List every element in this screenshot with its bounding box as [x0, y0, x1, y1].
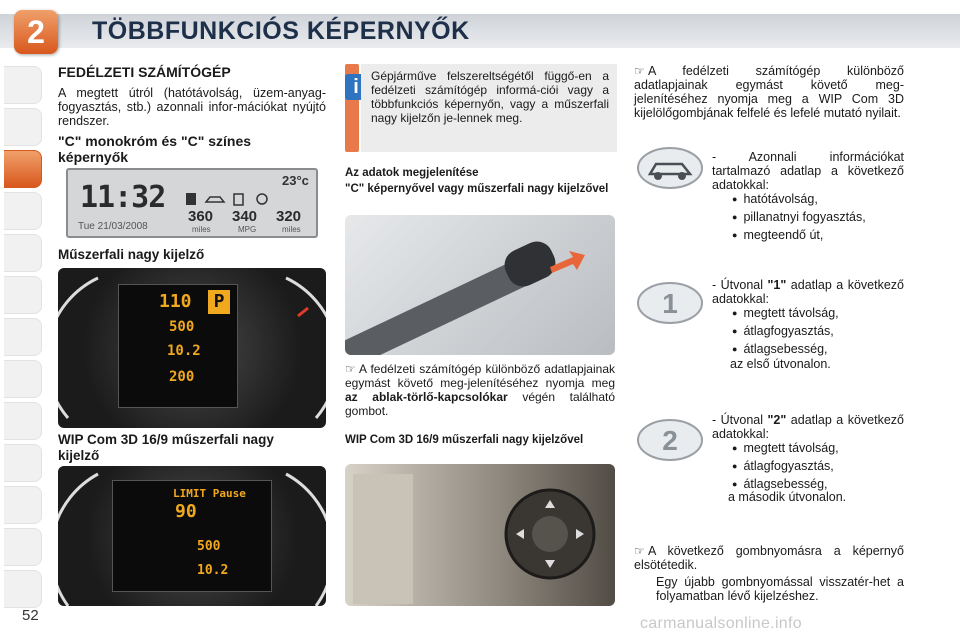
chapter-tab[interactable] — [4, 486, 42, 524]
screen-line-1: LIMIT Pause — [173, 487, 246, 500]
list-item: ● megteendő út, — [732, 226, 866, 244]
info-text: Gépjárműve felszereltségétől függő-en a fedélzeti számítógép informá-ciói vagy a többfunkciós képernyőn, vagy a műszerfali nagy kijelzőn je-lennek meg. — [361, 64, 617, 152]
chapter-tab[interactable] — [4, 192, 42, 230]
screen-off-instruction — [634, 544, 904, 572]
chapter-badge: 2 — [14, 10, 58, 54]
screen-line-2: 500 — [169, 319, 195, 335]
page-number: 52 — [22, 607, 39, 624]
page-title: TÖBBFUNKCIÓS KÉPERNYŐK — [92, 17, 470, 45]
instant-info-intro: - Azonnali információkat tartalmazó adatlap a következő adatokkal: — [712, 150, 904, 192]
display-unit-2: MPG — [238, 225, 257, 234]
trip-2-end: a második útvonalon. — [728, 490, 847, 504]
chapter-tab[interactable] — [4, 444, 42, 482]
trip-1-pre: - Útvonal — [712, 278, 768, 292]
selector-drawing — [345, 464, 615, 606]
arrow-bullet-icon: ☞ — [634, 64, 645, 78]
chapter-tab[interactable] — [4, 66, 42, 104]
trip-1-key: "1" — [767, 278, 787, 292]
trip-1-post: adatlap a következő adatokkal: — [712, 278, 904, 306]
wip-selector-image — [345, 464, 615, 606]
trip-2-key: "2" — [767, 413, 787, 427]
stalk-drawing — [345, 215, 615, 355]
screen-off-text: A következő gombnyomásra a képernyő elsötétedik. — [634, 544, 904, 572]
wip-display-title: WIP Com 3D 16/9 műszerfali nagy kijelző — [58, 432, 274, 463]
instruction-prefix: A fedélzeti számítógép különböző adatlapjainak egymást követő meg-jelenítéséhez nyomja meg — [345, 362, 615, 390]
chapter-tab[interactable] — [4, 570, 42, 608]
parking-letter: P — [208, 290, 230, 314]
info-box — [345, 64, 617, 152]
display-icons — [186, 192, 312, 206]
chapter-tab[interactable] — [4, 402, 42, 440]
list-item: ● átlagsebesség, — [732, 475, 839, 493]
trip-2-pre: - Útvonal — [712, 413, 768, 427]
screen-line-4: 10.2 — [197, 563, 229, 578]
trip-2-list — [732, 439, 839, 493]
trip-1-intro — [712, 278, 904, 306]
list-item: ● átlagfogyasztás, — [732, 322, 839, 340]
instruction-suffix: végén található gombot. — [345, 390, 616, 418]
chapter-tab[interactable] — [4, 318, 42, 356]
chapter-tab-active[interactable] — [4, 150, 42, 188]
display-time: 11:32 — [80, 180, 166, 215]
instant-info-list — [732, 190, 866, 244]
large-display-title: Műszerfali nagy kijelző — [58, 247, 205, 262]
display-unit-3: miles — [282, 225, 301, 234]
wip-display-subtitle: WIP Com 3D 16/9 műszerfali nagy kijelzővel — [345, 434, 584, 446]
display-value-3: 320 — [276, 208, 302, 225]
c-screens-title: "C" monokróm és "C" színes képernyők — [58, 133, 252, 165]
intro-text: A megtett útról (hatótávolság, üzem-anyag-fogyasztás, stb.) azonnali infor-mációkat nyújtó rendszer. — [58, 86, 326, 128]
wiper-instruction — [345, 362, 615, 418]
screen-line-2: 90 — [175, 501, 197, 522]
c-display-subtitle: "C" képernyővel vagy műszerfali nagy kijelzővel — [345, 183, 609, 195]
info-icon: i — [345, 74, 367, 100]
screen-line-1: 110 — [159, 291, 192, 312]
trip-2-icon — [636, 418, 704, 462]
chapter-tab[interactable] — [4, 234, 42, 272]
list-item: ● pillanatnyi fogyasztás, — [732, 208, 866, 226]
data-display-title: Az adatok megjelenítése — [345, 167, 479, 179]
page-header — [0, 0, 960, 62]
trip-1-label: 1 — [662, 288, 678, 319]
trip-2-intro — [712, 413, 904, 441]
large-display-image — [58, 268, 326, 428]
trip-2-post: adatlap a következő adatokkal: — [712, 413, 904, 441]
list-item: ● hatótávolság, — [732, 190, 866, 208]
instruction-bold: az ablak-törlő-kapcsolókar — [345, 390, 508, 404]
screen-line-3: 500 — [197, 539, 221, 554]
screen-line-3: 10.2 — [167, 343, 201, 359]
chapter-tabs — [0, 62, 46, 622]
trip-2-label: 2 — [662, 425, 678, 456]
amber-screen — [112, 480, 272, 592]
display-unit-1: miles — [192, 225, 211, 234]
display-value-2: 340 — [232, 208, 258, 225]
list-item: ● átlagfogyasztás, — [732, 457, 839, 475]
screen-line-4: 200 — [169, 369, 195, 385]
arrow-bullet-icon: ☞ — [345, 362, 356, 376]
display-temperature: 23°c — [282, 173, 309, 188]
wip-instruction-text: A fedélzeti számítógép különböző adatlapjainak egymást követő meg-jelenítéséhez nyomja meg a WIP Com 3D kijelölőgombjának felfelé és lefelé mutató nyilait. — [634, 64, 904, 120]
car-tab-icon — [636, 146, 704, 190]
wiper-stalk-image — [345, 215, 615, 355]
return-display-text: Egy újabb gombnyomással visszatér-het a folyamatban lévő kijelzéshez. — [656, 575, 904, 603]
chapter-tab[interactable] — [4, 108, 42, 146]
c-display-image — [66, 168, 318, 238]
chapter-tab[interactable] — [4, 528, 42, 566]
wip-display-image — [58, 466, 326, 606]
chapter-tab[interactable] — [4, 360, 42, 398]
list-item: ● megtett távolság, — [732, 304, 839, 322]
wip-instruction — [634, 64, 904, 120]
trip-1-list — [732, 304, 839, 358]
display-value-1: 360 — [188, 208, 214, 225]
chapter-tab[interactable] — [4, 276, 42, 314]
watermark: carmanualsonline.info — [640, 615, 802, 632]
section-title: FEDÉLZETI SZÁMÍTÓGÉP — [58, 64, 231, 80]
list-item: ● megtett távolság, — [732, 439, 839, 457]
list-item: ● átlagsebesség, — [732, 340, 839, 358]
car-fuel-icons — [186, 192, 312, 206]
trip-1-end: az első útvonalon. — [730, 357, 831, 371]
arrow-bullet-icon: ☞ — [634, 544, 645, 558]
trip-1-icon — [636, 281, 704, 325]
display-date: Tue 21/03/2008 — [78, 221, 148, 232]
